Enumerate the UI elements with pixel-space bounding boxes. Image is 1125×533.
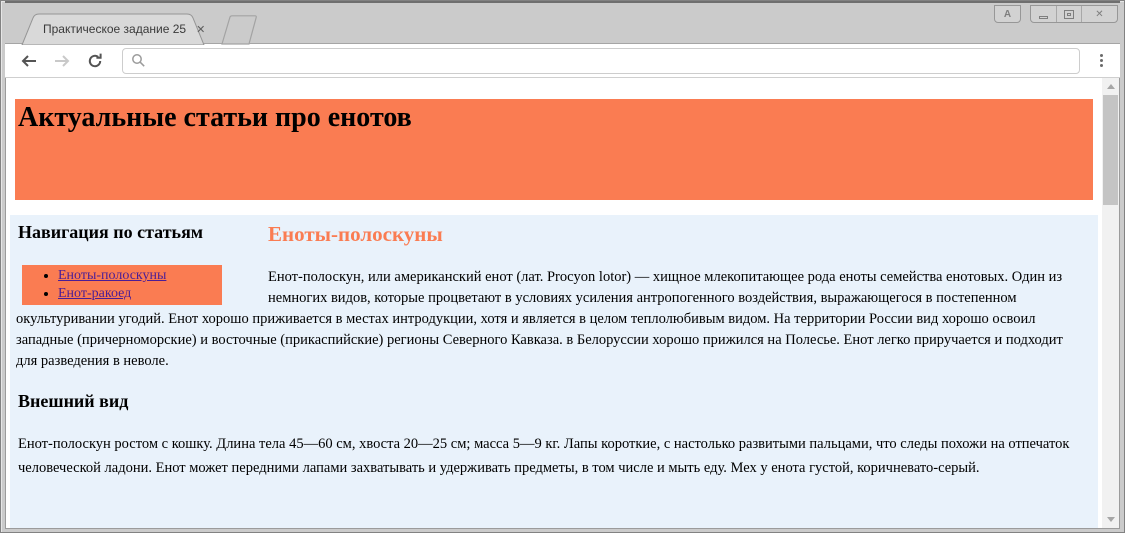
window-buttons-group (1030, 5, 1118, 23)
article-paragraph: Енот-полоскун, или американский енот (лат. Procyon lotor) — хищное млекопитающее рода еноты семейства енотовых. Один из немногих видов, которые процветают в условиях усиления антропогенного воздействия, выражающегося в постепенном окультуривании угодий. Енот хорошо приживается в местах интродукции, хотя и является в целом теплолюбивым видом. На территории России вид хорошо освоил западные (причерноморские) и восточные (прикаспийские) регионы Северного Кавказа. в Белоруссии хорошо прижился на Полесье. Енот легко приручается и подходит для разведения в неволе. (16, 269, 1063, 369)
appearance-paragraph: Енот-полоскун ростом с кошку. Длина тела 45—60 см, хвоста 20—25 см; масса 5—9 кг. Лапы короткие, с настолько развитыми пальцами, что следы похожи на отпечаток человеческой ладони. Енот может передними лапами захватывать и удерживать предметы, в том числе и мыть еду. Мех у енота густой, коричневато-серый. (18, 436, 1070, 476)
refresh-button[interactable] (85, 50, 105, 72)
nav-list (22, 265, 222, 305)
web-page (6, 78, 1102, 528)
minimize-button[interactable] (1031, 6, 1056, 22)
maximize-icon (1064, 10, 1074, 19)
back-button[interactable] (19, 50, 39, 72)
down-arrow-icon (1107, 517, 1115, 522)
forward-icon (53, 53, 71, 69)
window-controls (994, 5, 1118, 23)
kebab-menu-icon (1100, 54, 1103, 57)
appearance-title: Внешний вид (18, 391, 129, 411)
browser-tab[interactable] (35, 16, 206, 42)
nav-title: Навигация по статьям (18, 222, 204, 242)
tab-close-button[interactable]: ✕ (196, 23, 206, 36)
tab-strip (5, 1, 1120, 43)
close-icon: ✕ (1095, 8, 1104, 20)
page-title: Актуальные статьи про енотов (18, 102, 412, 133)
new-tab-button[interactable] (219, 15, 261, 45)
back-icon (20, 53, 38, 69)
page-viewport (5, 78, 1120, 529)
forward-button[interactable] (52, 50, 72, 72)
up-arrow-icon (1107, 84, 1115, 89)
font-icon: А (1003, 8, 1012, 20)
nav-item (58, 285, 216, 303)
page-header-banner (15, 99, 1093, 200)
article-navigation (16, 219, 268, 305)
scrollbar[interactable] (1102, 78, 1119, 528)
scroll-down-button[interactable] (1102, 511, 1119, 528)
tab-title: Практическое задание 25 (43, 22, 187, 36)
nav-link-raccoons[interactable]: Еноты-полоскуны (58, 268, 167, 283)
nav-link-crab-eating[interactable]: Енот-ракоед (58, 286, 132, 301)
scroll-up-button[interactable] (1102, 78, 1119, 95)
minimize-icon (1039, 16, 1048, 19)
search-icon (131, 53, 146, 68)
article-title: Еноты-полоскуны (268, 222, 443, 246)
content-section (10, 215, 1098, 528)
refresh-icon (86, 52, 104, 70)
maximize-button[interactable] (1056, 6, 1081, 22)
address-bar[interactable] (122, 48, 1080, 74)
browser-toolbar (5, 43, 1120, 78)
address-input[interactable] (152, 52, 1071, 69)
scrollbar-thumb[interactable] (1103, 95, 1118, 205)
window-font-button[interactable] (994, 5, 1021, 23)
nav-item (58, 267, 216, 285)
browser-menu-button[interactable] (1095, 54, 1108, 67)
close-button[interactable] (1081, 6, 1117, 22)
